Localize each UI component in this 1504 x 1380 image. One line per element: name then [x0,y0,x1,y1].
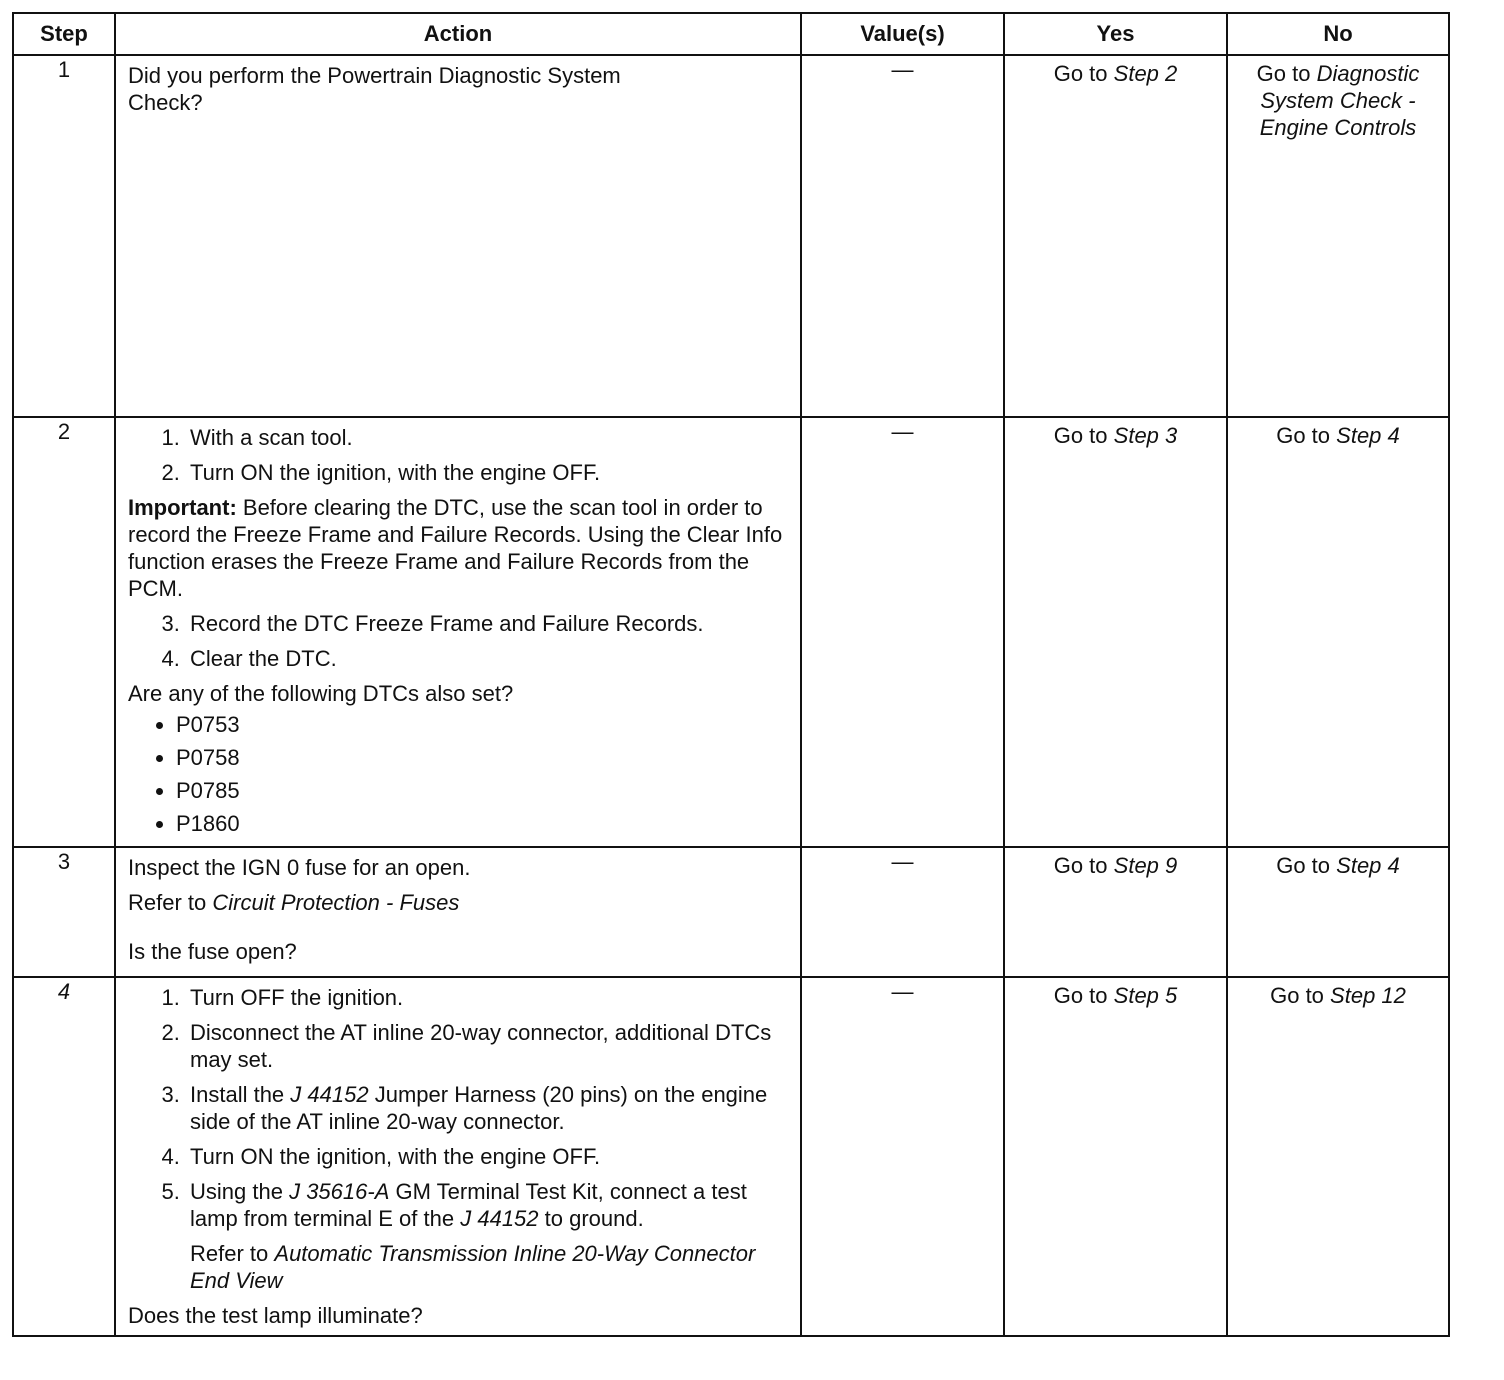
procedure-list [128,424,790,486]
step-number: 1 [13,55,115,417]
procedure-step: 4. Clear the DTC. [186,645,790,672]
action-question: Are any of the following DTCs also set? [128,681,514,706]
refer-prefix: Refer to [190,1241,269,1266]
yes-cell [1004,55,1227,417]
no-prefix: Go to [1256,61,1311,86]
procedure-step: 1. With a scan tool. [186,424,790,451]
step-text: Using the [190,1179,283,1204]
procedure-step: 3. Record the DTC Freeze Frame and Failure Records. [186,610,790,637]
important-label: Important: [128,495,237,520]
yes-cell [1004,977,1227,1336]
yes-step-link[interactable]: Step 9 [1113,853,1178,878]
action-question: Is the fuse open? [128,939,297,964]
yes-prefix: Go to [1053,853,1108,878]
procedure-step: 2. Turn ON the ignition, with the engine OFF. [186,459,790,486]
procedure-step [186,1178,790,1232]
no-cell [1227,55,1449,417]
table-row [13,55,1449,417]
value-cell: — [801,417,1004,847]
no-cell [1227,977,1449,1336]
dtc-item: • P1860 [176,810,790,837]
refer-prefix: Refer to [128,890,207,915]
no-cell [1227,847,1449,977]
dtc-list [128,711,790,837]
refer-line [128,1240,790,1294]
step-number: 4 [13,977,115,1336]
header-action: Action [115,13,801,55]
yes-prefix: Go to [1053,983,1108,1008]
no-step-link[interactable]: Diagnostic System Check - Engine Controls [1259,61,1420,140]
procedure-list [128,984,790,1232]
table-row [13,417,1449,847]
header-yes: Yes [1004,13,1227,55]
action-cell [115,417,801,847]
procedure-step: 1. Turn OFF the ignition. [186,984,790,1011]
yes-step-link[interactable]: Step 2 [1113,61,1178,86]
step-text: Install the [190,1082,285,1107]
tool-link[interactable]: J 44152 [460,1206,539,1231]
step-text: Jumper Harness (20 pins) on the engine side of the AT inline 20-way connector. [190,1082,768,1134]
action-cell [115,847,801,977]
step-number: 2 [13,417,115,847]
procedure-step [186,1081,790,1135]
refer-link[interactable]: Automatic Transmission Inline 20-Way Connector End View [190,1241,756,1293]
action-question: Does the test lamp illuminate? [128,1303,423,1328]
header-no: No [1227,13,1449,55]
refer-link[interactable]: Circuit Protection - Fuses [212,890,460,915]
header-values: Value(s) [801,13,1004,55]
action-question: Did you perform the Powertrain Diagnostic System Check? [128,63,621,115]
header-row [13,13,1449,55]
action-cell [115,977,801,1336]
table-row [13,847,1449,977]
step-text: GM Terminal Test Kit, connect a test lamp from terminal E of the [190,1179,747,1231]
yes-cell [1004,847,1227,977]
no-prefix: Go to [1270,983,1324,1008]
procedure-step: 4. Turn ON the ignition, with the engine OFF. [186,1143,790,1170]
no-step-link[interactable]: Step 4 [1336,423,1400,448]
tool-link[interactable]: J 44152 [290,1082,369,1107]
procedure-list [128,610,790,672]
value-cell: — [801,847,1004,977]
no-prefix: Go to [1276,853,1331,878]
no-prefix: Go to [1276,423,1331,448]
important-note [128,494,790,602]
header-step: Step [13,13,115,55]
step-text: to ground. [544,1206,644,1231]
no-step-link[interactable]: Step 4 [1336,853,1400,878]
yes-prefix: Go to [1053,423,1108,448]
procedure-step: 2. Disconnect the AT inline 20-way connector, additional DTCs may set. [186,1019,790,1073]
tool-link[interactable]: J 35616-A [289,1179,390,1204]
yes-prefix: Go to [1053,61,1108,86]
refer-line [128,889,790,916]
action-text: Inspect the IGN 0 fuse for an open. [128,855,471,880]
yes-step-link[interactable]: Step 3 [1113,423,1178,448]
yes-step-link[interactable]: Step 5 [1113,983,1178,1008]
action-cell [115,55,801,417]
step-number: 3 [13,847,115,977]
dtc-item: • P0758 [176,744,790,771]
diagnostic-table [12,12,1450,1337]
value-cell: — [801,977,1004,1336]
value-cell: — [801,55,1004,417]
important-text: Before clearing the DTC, use the scan tool in order to record the Freeze Frame and Failure Records. Using the Clear Info function erases the Freeze Frame and Failure Records from the PCM. [128,495,783,601]
yes-cell [1004,417,1227,847]
dtc-item: • P0785 [176,777,790,804]
no-cell [1227,417,1449,847]
no-step-link[interactable]: Step 12 [1330,983,1406,1008]
dtc-item: • P0753 [176,711,790,738]
table-row [13,977,1449,1336]
